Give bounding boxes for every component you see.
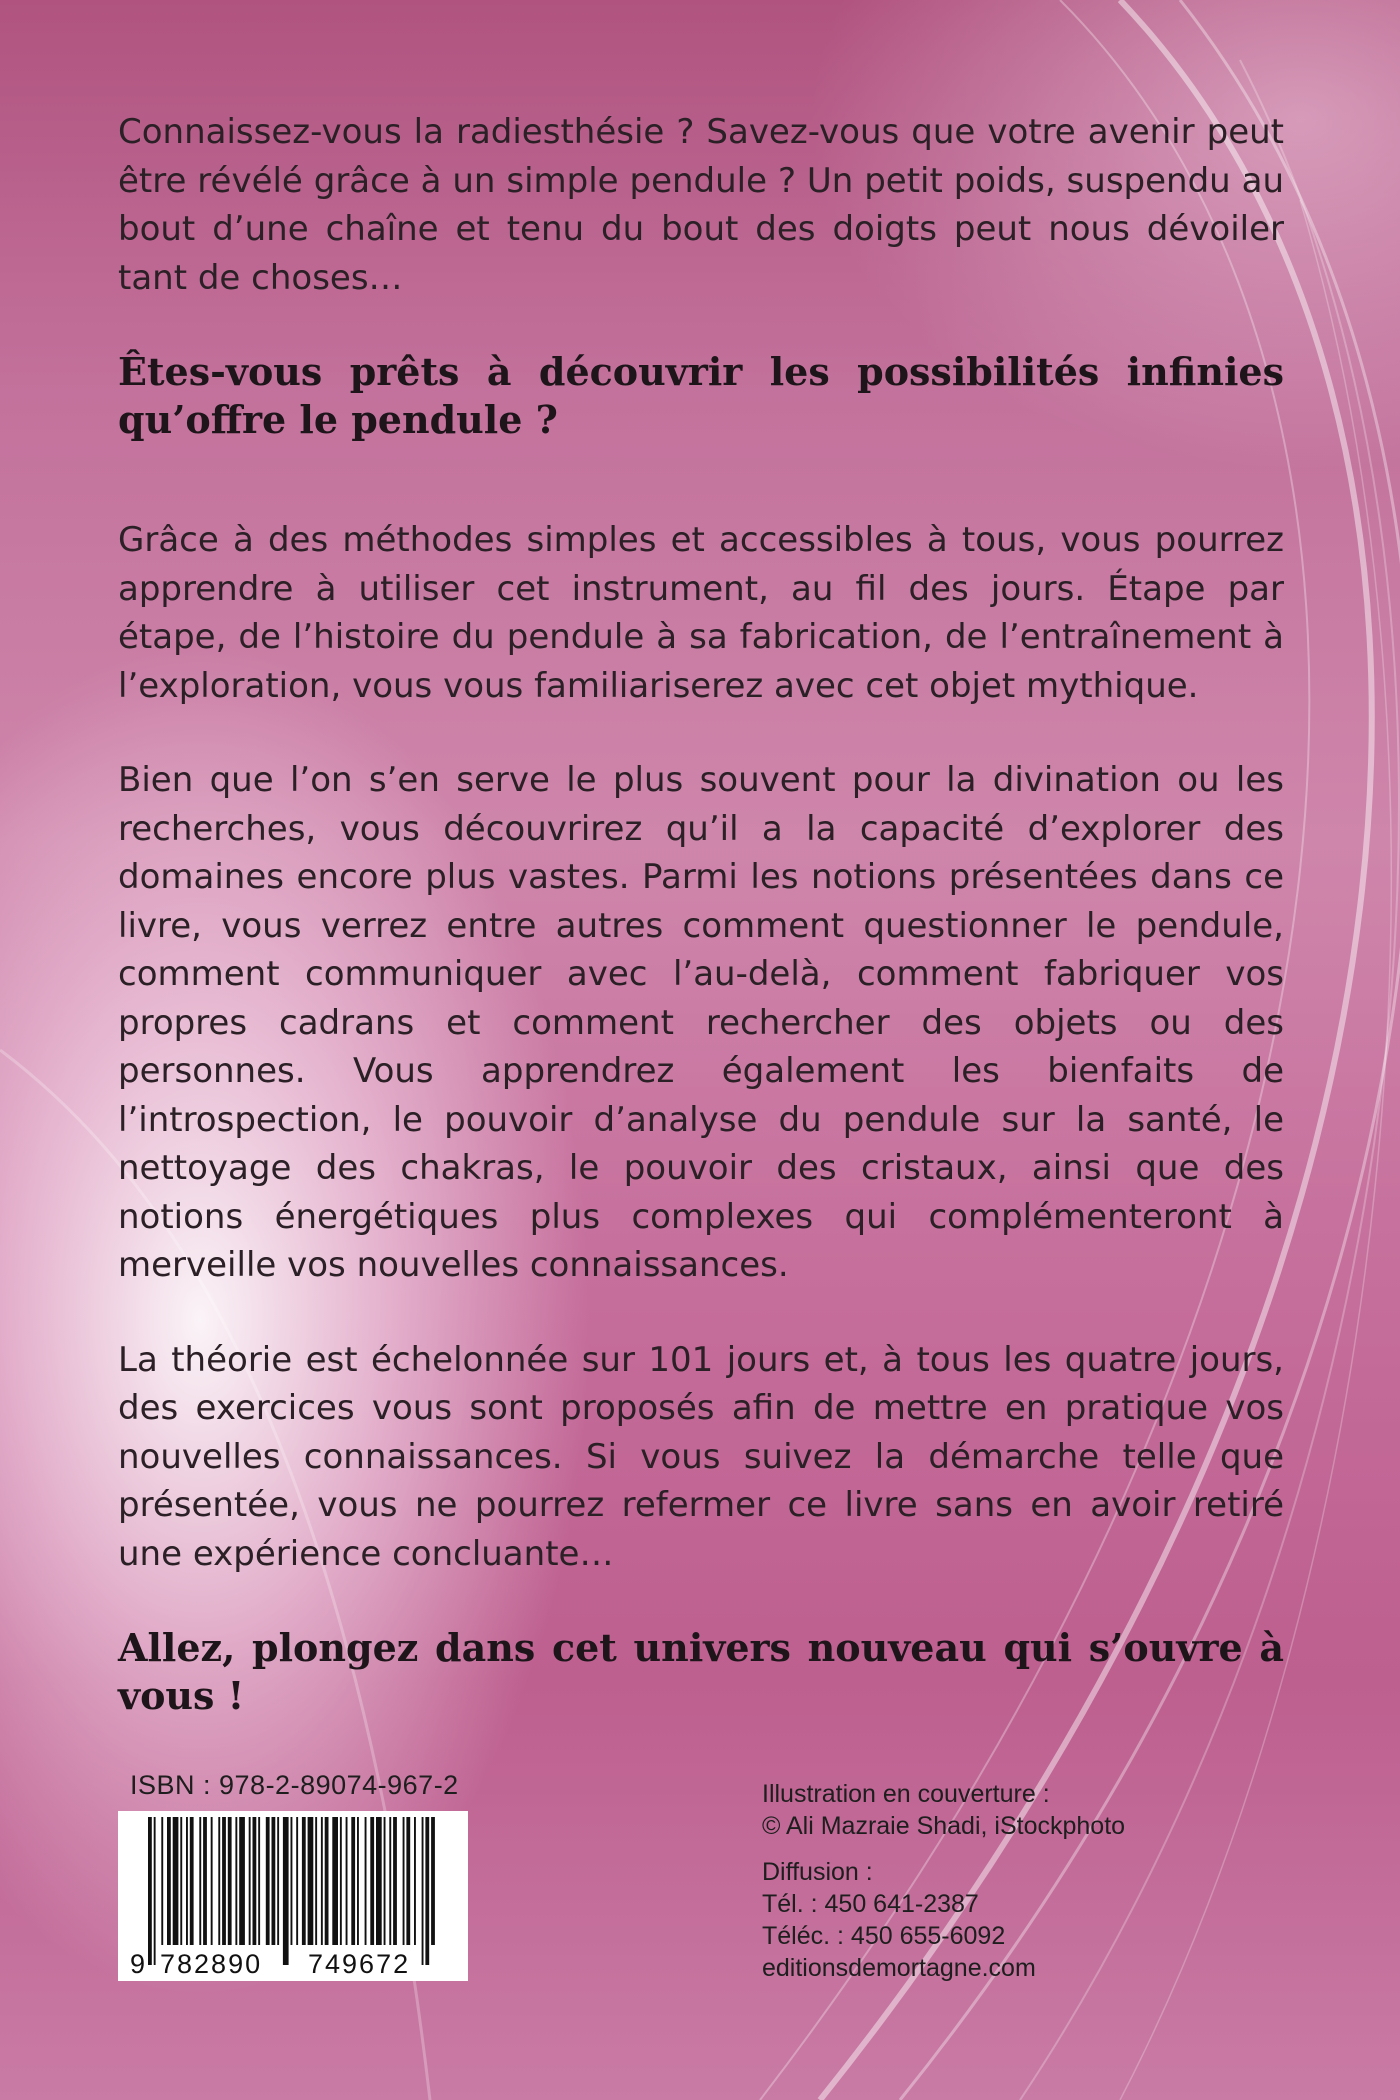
barcode-digits-right: 749672	[308, 1949, 411, 1979]
barcode-bar	[228, 1817, 232, 1945]
barcode-bar	[239, 1817, 245, 1945]
barcode-bar	[370, 1817, 374, 1945]
barcode-bar	[199, 1817, 201, 1945]
barcode-bar	[365, 1817, 367, 1945]
barcode-bar	[403, 1817, 405, 1945]
illustration-title: Illustration en couverture :	[762, 1780, 1050, 1808]
barcode-bar	[340, 1817, 342, 1945]
barcode-bar	[321, 1817, 323, 1945]
illustration-credit: © Ali Mazraie Shadi, iStockphoto	[762, 1812, 1126, 1840]
barcode-bar	[308, 1817, 314, 1945]
barcode-bar	[393, 1817, 397, 1945]
barcode-bar	[186, 1817, 188, 1945]
methods-paragraph: Grâce à des méthodes simples et accessibles à tous, vous pourrez apprendre à utiliser cet instrument, au fil des jours. Étape par étape, de l’histoire du pendule à sa fabrication, de l’entraînement à l’exploration, vous vous familiariserez avec cet objet mythique.	[118, 520, 1284, 706]
barcode-bar	[357, 1817, 359, 1945]
barcode-bar	[222, 1817, 226, 1945]
barcode-bar	[235, 1817, 237, 1945]
theory-paragraph: La théorie est échelonnée sur 101 jours et, à tous les quatre jours, des exercices vous sont proposés afin de mettre en pratique vos nouvelles connaissances. Si vous suivez la démarche telle que présentée, vous ne pourrez refermer ce livre sans en avoir retiré une expérience concluante…	[118, 1339, 1284, 1574]
barcode-bar	[346, 1817, 348, 1945]
barcode-bar	[296, 1817, 298, 1945]
barcode-digit-first: 9	[130, 1949, 146, 1979]
barcode-bar	[167, 1817, 171, 1945]
diffusion-group	[762, 1856, 1322, 1984]
barcode-bar	[315, 1817, 317, 1945]
barcode-bar	[218, 1817, 220, 1945]
isbn-block	[118, 1770, 468, 1981]
barcode-bar	[425, 1817, 429, 1965]
barcode-bar	[190, 1817, 194, 1945]
isbn-label: ISBN : 978-2-89074-967-2	[130, 1770, 459, 1800]
notions-paragraph: Bien que l’on s’en serve le plus souvent pour la divination ou les recherches, vous découvrirez qu’il a la capacité d’explorer des domaines encore plus vastes. Parmi les notions présentées dans ce livre, vous verrez entre autres comment questionner le pendule, comment communiquer avec l’au-delà, comment fabriquer vos propres cadrans et comment rechercher des objets ou des personnes. Vous apprendrez également les bienfaits de l’introspection, le pouvoir d’analyse du pendule sur la santé, le nettoyage des chakras, le pouvoir des cristaux, ainsi que des notions énergétiques plus complexes qui complémenteront à merveille vos nouvelles connaissances.	[118, 760, 1284, 1285]
barcode-bar	[154, 1817, 156, 1965]
website-link: editionsdemortagne.com	[762, 1954, 1036, 1982]
barcode-bar	[325, 1817, 329, 1945]
headline-question: Êtes-vous prêts à découvrir les possibilités infinies qu’offre le pendule ?	[118, 349, 1284, 442]
phone-number: Tél. : 450 641-2387	[762, 1890, 979, 1918]
back-cover-text	[118, 108, 1284, 1792]
barcode-bar	[376, 1817, 382, 1945]
barcode-bar	[148, 1817, 152, 1965]
barcode-bar	[414, 1817, 416, 1945]
illustration-credit-group	[762, 1778, 1322, 1842]
barcode-bar	[173, 1817, 179, 1945]
barcode-bar	[266, 1817, 270, 1945]
barcode-bar	[351, 1817, 355, 1945]
barcode-bar	[431, 1817, 435, 1945]
barcode-bar	[406, 1817, 410, 1945]
barcode-bar	[211, 1817, 213, 1945]
barcode-bar	[384, 1817, 386, 1945]
closing-headline: Allez, plongez dans cet univers nouveau qui s’ouvre à vous !	[118, 1625, 1284, 1718]
intro-paragraph: Connaissez-vous la radiesthésie ? Savez-vous que votre avenir peut être révélé grâce à un simple pendule ? Un petit poids, suspendu au bout d’une chaîne et tenu du bout des doigts peut nous dévoiler tant de choses…	[118, 112, 1284, 298]
barcode-bar	[332, 1817, 338, 1945]
credits-block	[762, 1778, 1322, 1998]
barcode-bar	[422, 1817, 424, 1965]
barcode-bar	[283, 1817, 289, 1965]
barcode-bar	[258, 1817, 260, 1945]
barcode-bar	[272, 1817, 276, 1945]
diffusion-title: Diffusion :	[762, 1858, 873, 1886]
barcode-icon	[118, 1811, 468, 1981]
barcode-digits-left: 782890	[160, 1949, 263, 1979]
barcode-bar	[302, 1817, 306, 1945]
barcode-bar	[253, 1817, 257, 1945]
barcode-bar	[249, 1817, 251, 1945]
barcode-bar	[203, 1817, 207, 1945]
barcode-bar	[180, 1817, 182, 1945]
fax-number: Téléc. : 450 655-6092	[762, 1922, 1006, 1950]
barcode-bar	[291, 1817, 293, 1945]
barcode-bar	[389, 1817, 391, 1945]
barcode-bar	[277, 1817, 279, 1945]
barcode-bar	[161, 1817, 163, 1945]
